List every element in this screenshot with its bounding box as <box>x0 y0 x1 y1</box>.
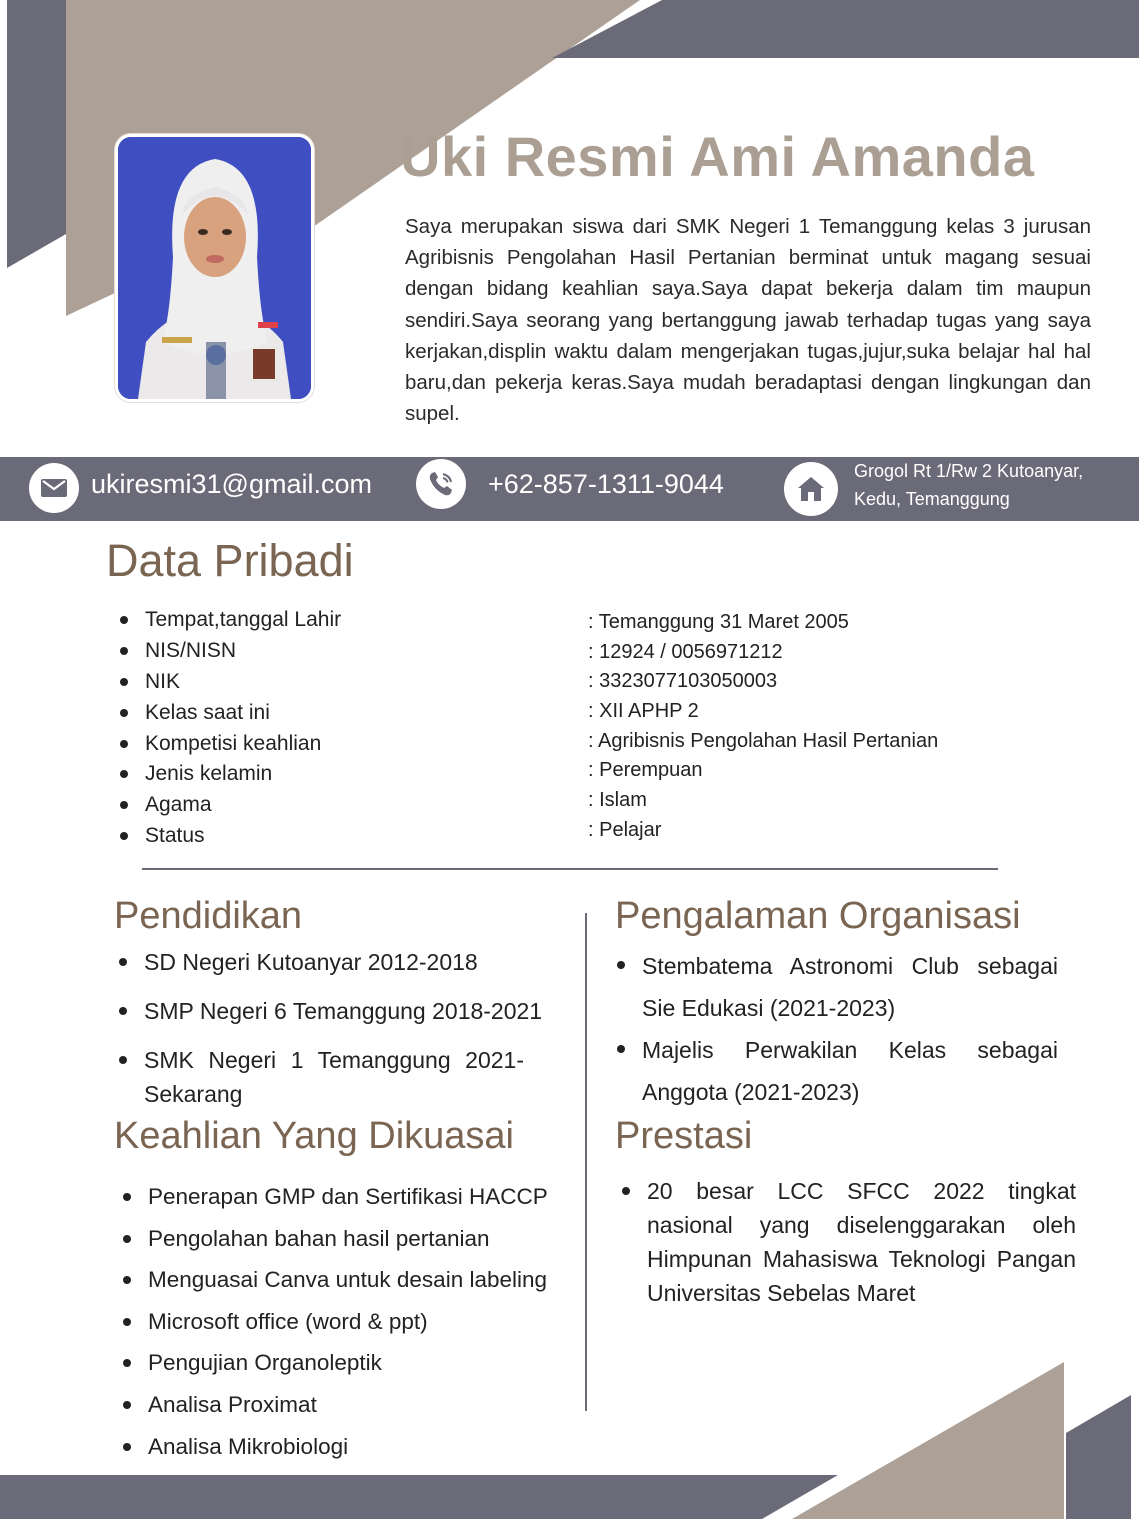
education-item: SMP Negeri 6 Temanggung 2018-2021 <box>117 994 569 1028</box>
skill-item: Analisa Mikrobiologi <box>121 1426 548 1468</box>
skill-item: Analisa Proximat <box>121 1384 548 1426</box>
section-title-organization: Pengalaman Organisasi <box>615 895 1021 937</box>
personal-label: Kelas saat ini <box>118 698 341 729</box>
address-line-2: Kedu, Temanggung <box>854 489 1010 509</box>
email-link[interactable]: ukiresmi31@gmail.com <box>91 469 372 499</box>
address-line-1: Grogol Rt 1/Rw 2 Kutoanyar, <box>854 461 1084 481</box>
organization-list <box>615 945 1058 1113</box>
skill-item: Pengolahan bahan hasil pertanian <box>121 1218 548 1260</box>
personal-value: : 3323077103050003 <box>588 670 778 693</box>
achievement-item: 20 besar LCC SFCC 2022 tingkat nasional yang diselenggarakan oleh Himpunan Mahasiswa Teknologi Pangan Universitas Sebelas Maret <box>620 1174 1076 1310</box>
personal-value: : Islam <box>588 789 647 812</box>
organization-item: Majelis Perwakilan Kelas sebagai Anggota (2021-2023) <box>615 1029 1058 1113</box>
education-list <box>117 945 569 1111</box>
portrait-photo-icon <box>118 137 311 399</box>
bottom-beige-triangle <box>792 1362 1064 1519</box>
mail-icon <box>29 463 79 513</box>
skill-item: Menguasai Canva untuk desain labeling <box>121 1259 548 1301</box>
personal-values <box>588 608 938 846</box>
skills-list <box>121 1176 548 1467</box>
section-title-personal: Data Pribadi <box>106 535 354 586</box>
section-title-skills: Keahlian Yang Dikuasai <box>114 1115 514 1157</box>
skill-item: Pengujian Organoleptik <box>121 1342 548 1384</box>
profile-photo <box>115 134 314 402</box>
achievements-list <box>620 1174 1076 1310</box>
personal-label: Kompetisi keahlian <box>118 729 341 760</box>
personal-value: : XII APHP 2 <box>588 700 699 723</box>
personal-value: : Perempuan <box>588 759 703 782</box>
section-title-education: Pendidikan <box>114 895 303 937</box>
top-left-dark-shape <box>7 0 66 268</box>
bottom-dark-bar <box>0 1475 838 1519</box>
profile-summary: Saya merupakan siswa dari SMK Negeri 1 Temanggung kelas 3 jurusan Agribisnis Pengolahan Hasil Pertanian berminat untuk magang sesuai dengan bidang keahlian saya.Saya dapat bekerja dalam tim maupun sendiri.Saya seorang yang bertanggung jawab terhadap tugas yang saya kerjakan,displin waktu dalam mengerjakan tugas,jujur,suka belajar hal hal baru,dan pekerja keras.Saya mudah beradaptasi dengan lingkungan dan supel. <box>405 215 1091 426</box>
skill-item: Microsoft office (word & ppt) <box>121 1301 548 1343</box>
organization-item: Stembatema Astronomi Club sebagai Sie Edukasi (2021-2023) <box>615 945 1058 1029</box>
personal-label: Agama <box>118 790 341 821</box>
horizontal-divider <box>142 868 998 870</box>
personal-label: Jenis kelamin <box>118 759 341 790</box>
personal-value: : Agribisnis Pengolahan Hasil Pertanian <box>588 729 939 752</box>
personal-label: Status <box>118 821 341 852</box>
phone-icon <box>416 459 466 509</box>
education-item: SMK Negeri 1 Temanggung 2021-Sekarang <box>117 1043 524 1111</box>
section-title-achievements: Prestasi <box>615 1115 753 1157</box>
home-icon <box>784 462 838 516</box>
personal-label: NIK <box>118 667 341 698</box>
bottom-right-dark-shape <box>1066 1395 1131 1519</box>
personal-label: NIS/NISN <box>118 636 341 667</box>
personal-value: : Pelajar <box>588 818 662 841</box>
personal-value: : Temanggung 31 Maret 2005 <box>588 611 849 633</box>
phone-number[interactable]: +62-857-1311-9044 <box>488 469 724 499</box>
personal-label: Tempat,tanggal Lahir <box>118 605 341 636</box>
vertical-divider <box>585 913 587 1411</box>
contact-bar <box>0 457 1139 521</box>
personal-value: : 12924 / 0056971212 <box>588 640 783 663</box>
personal-labels <box>118 605 341 852</box>
top-right-dark-bar <box>552 0 1139 58</box>
candidate-name: Uki Resmi Ami Amanda <box>400 125 1035 188</box>
education-item: SD Negeri Kutoanyar 2012-2018 <box>117 945 569 979</box>
skill-item: Penerapan GMP dan Sertifikasi HACCP <box>121 1176 548 1218</box>
